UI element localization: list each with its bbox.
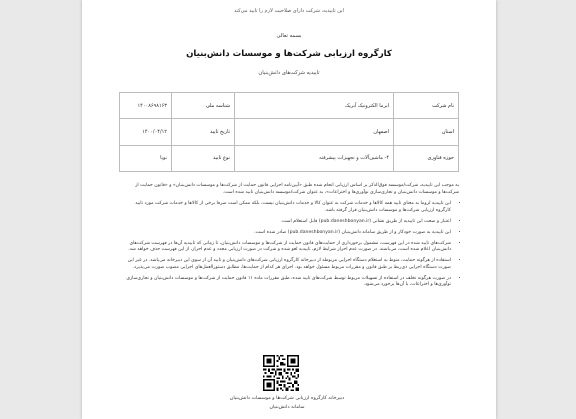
table-row xyxy=(120,93,459,119)
list-item: • استفاده از هرگونه حمایت، منوط به استعلام دستگاه اجرایی مربوطه از دبیرخانه کارگروه ارزیابی شرکت‌های دانش‌بنیان و تایید آن از سوی این دبیرخانه می‌باشد. در غیر این صورت دستگاه اجرایی ذی‌ربط بر طبق قانون و مقررات مربوط مسئول خواهد بود. اجرای هر کدام از حمایت‌ها، مطابق دستورالعمل‌های اجرایی مصوب صورت می‌پذیرد. xyxy=(119,258,451,271)
list-item: • این تاییدیه لزوما به معنای تایید همه کالاها و خدمات شرکت به عنوان کالا و خدمات دانش‌بنیان نیست، بلکه ممکن است صرفا برخی از کالاها و خدمات شرکت مورد تایید کارگروه ارزیابی شرکت‌ها و موسسات دانش‌بنیان قرار گرفته باشد. xyxy=(119,201,451,214)
label-tech-field: حوزه فناوری xyxy=(394,145,459,171)
value-tech-field: ۴- ماشین‌آلات و تجهیزات پیشرفته xyxy=(235,145,394,171)
value-approval-date: ۱۴۰۰/۰۴/۱۲ xyxy=(120,119,172,145)
value-company-name: ایرما الکترونیک آبریک xyxy=(235,93,394,119)
conditions-list xyxy=(119,201,459,289)
intro-paragraph: به موجب این تاییدیه، شرکت/موسسه فوق‌الذکر بر اساس ارزیابی انجام شده طبق «آیین‌نامه اجرایی قانون حمایت از شرکت‌ها و موسسات دانش‌بنیان» و «قانون حمایت از شرکت‌ها و موسسات دانش‌بنیان و تجاری‌سازی نوآوری‌ها و اختراعات»، به عنوان شرکت/موسسه دانش‌بنیان تایید شده است. xyxy=(135,183,459,195)
list-item: • اعتبار و صحت این تاییدیه از طریق نشانی (pub.daneshbonyan.ir) قابل استعلام است. xyxy=(119,219,451,226)
basmala: بسمه تعالی xyxy=(276,33,302,39)
list-item: • این تاییدیه به صورت خودکار و از طریق سامانه دانش‌بنیان (pub.daneshbonyan.ir) صادر شده است. xyxy=(119,230,451,237)
value-approval-type: نوپا xyxy=(120,145,172,171)
top-note: این تاییدیه، شرکت دارای صلاحیت لازم را تایید می‌کند xyxy=(234,8,344,14)
document-title: کارگروه ارزیابی شرکت‌ها و موسسات دانش‌بنیان xyxy=(186,49,392,59)
value-province: اصفهان xyxy=(235,119,394,145)
list-item: • شرکت‌های تایید شده در این فهرست، مشمول برخورداری از حمایت‌های قانون حمایت از شرکت‌ها و موسسات دانش‌بنیان، تا زمانی که تاییدیه آن‌ها در فهرست شرکت‌های دانش‌بنیان اعلام شده است، می‌باشند. در صورت عدم احراز شرایط لازم، تاییدیه لغو شده و شرکت در صورت ارزیابی مجدد و عدم احراز، از این فهرست حذف خواهد شد. xyxy=(119,241,451,254)
certificate-page xyxy=(82,0,496,419)
qr-code-icon xyxy=(263,355,299,391)
table-row xyxy=(120,145,459,171)
company-info-table xyxy=(119,92,459,172)
label-approval-type: نوع تایید xyxy=(172,145,235,171)
signature-line-2: سامانه دانش‌بنیان xyxy=(269,405,305,410)
certificate-body xyxy=(119,183,459,293)
label-company-name: نام شرکت xyxy=(394,93,459,119)
label-national-id: شناسه ملی xyxy=(172,93,235,119)
table-row xyxy=(120,119,459,145)
label-approval-date: تاریخ تایید xyxy=(172,119,235,145)
signature-line-1: دبیرخانه کارگروه ارزیابی شرکت‌ها و موسسات دانش‌بنیان xyxy=(229,396,345,401)
list-item: • در صورت هرگونه تخلف در استفاده از تسهیلات مربوط توسط شرکت‌های تایید شده، طبق مقررات ماده ۱۱ قانون حمایت از شرکت‌ها و موسسات دانش‌بنیان و تجاری‌سازی نوآوری‌ها و اختراعات، با آن‌ها برخورد می‌شود. xyxy=(119,276,451,289)
document-subtitle: تاییدیه شرکت‌های دانش‌بنیان xyxy=(258,70,320,76)
value-national-id: ۱۴۰۰۸۶۹۸۱۶۳ xyxy=(120,93,172,119)
label-province: استان xyxy=(394,119,459,145)
